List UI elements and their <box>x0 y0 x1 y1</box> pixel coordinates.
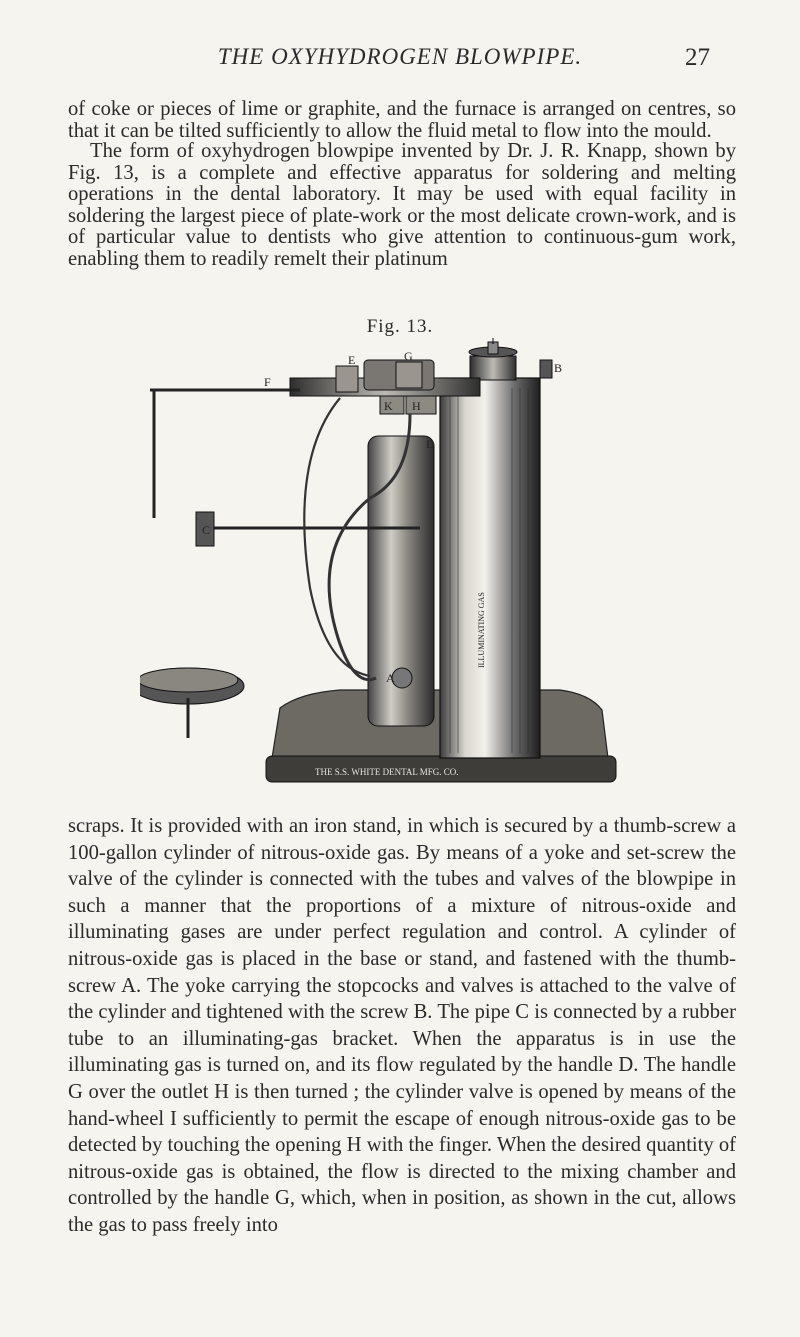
blowpipe-illustration <box>140 338 660 790</box>
valve-head <box>470 356 516 380</box>
paragraph-1: of coke or pieces of lime or graphite, and the furnace is arranged on centres, so that it can be tilted sufficiently to allow the fluid metal to flow into the mould. <box>68 98 736 142</box>
gas-cylinder <box>440 378 540 758</box>
label-k: K <box>384 399 393 413</box>
base-maker-text: THE S.S. WHITE DENTAL MFG. CO. <box>315 767 459 777</box>
label-a: A <box>386 671 395 685</box>
label-d: D <box>426 437 435 451</box>
tray-top <box>140 668 238 692</box>
page-number: 27 <box>685 44 710 71</box>
outlet-h <box>406 396 436 414</box>
label-h: H <box>412 399 421 413</box>
paragraph-2: The form of oxyhydrogen blowpipe invented by Dr. J. R. Knapp, shown by Fig. 13, is a complete and effective apparatus for soldering and melting operations in the dental laboratory. It may be used with equal facility in soldering the largest piece of plate-work or the most delicate crown-work, and is of particular value to dentists who give attention to continuous-gum work, enabling them to readily remelt their platinum <box>68 140 736 270</box>
label-g: G <box>404 349 413 363</box>
stopcock-g[interactable] <box>396 362 422 388</box>
label-f: F <box>264 375 271 389</box>
page-header <box>0 44 800 78</box>
cylinder-label: ILLUMINATING GAS <box>477 592 486 668</box>
label-i: I <box>491 338 495 347</box>
label-c: C <box>202 523 211 537</box>
stopcock-e[interactable] <box>336 366 358 392</box>
label-e: E <box>348 353 356 367</box>
thumb-screw-a[interactable] <box>392 668 412 688</box>
paragraph-3: scraps. It is provided with an iron stand, in which is secured by a thumb-screw a 100-gallon cylinder of nitrous-oxide gas. By means of a yoke and set-screw the valve of the cylinder is connected with the tubes and valves of the blowpipe in such a manner that the proportions of a mixture of nitrous-oxide and illuminating gases are under perfect regulation and control. A cylinder of nitrous-oxide gas is placed in the base or stand, and fastened with the thumb-screw A. The yoke carrying the stopcocks and valves is attached to the valve of the cylinder and tightened with the screw B. The pipe C is connected by a rubber tube to an illuminating-gas bracket. When the apparatus is in use the illuminating gas is turned on, and its flow regulated by the handle D. The handle G over the outlet H is then turned ; the cylinder valve is opened by means of the hand-wheel I sufficiently to permit the escape of enough nitrous-oxide gas to be detected by touching the opening H with the finger. When the desired quantity of nitrous-oxide gas is obtained, the flow is directed to the mixing chamber and controlled by the handle G, which, when in position, as shown in the cut, allows the gas to pass freely into <box>68 815 736 1236</box>
label-b: B <box>554 361 563 375</box>
running-title: THE OXYHYDROGEN BLOWPIPE. <box>217 44 583 69</box>
screw-b[interactable] <box>540 360 552 378</box>
blowpipe-figure <box>140 338 660 790</box>
figure-caption: Fig. 13. <box>366 316 434 337</box>
